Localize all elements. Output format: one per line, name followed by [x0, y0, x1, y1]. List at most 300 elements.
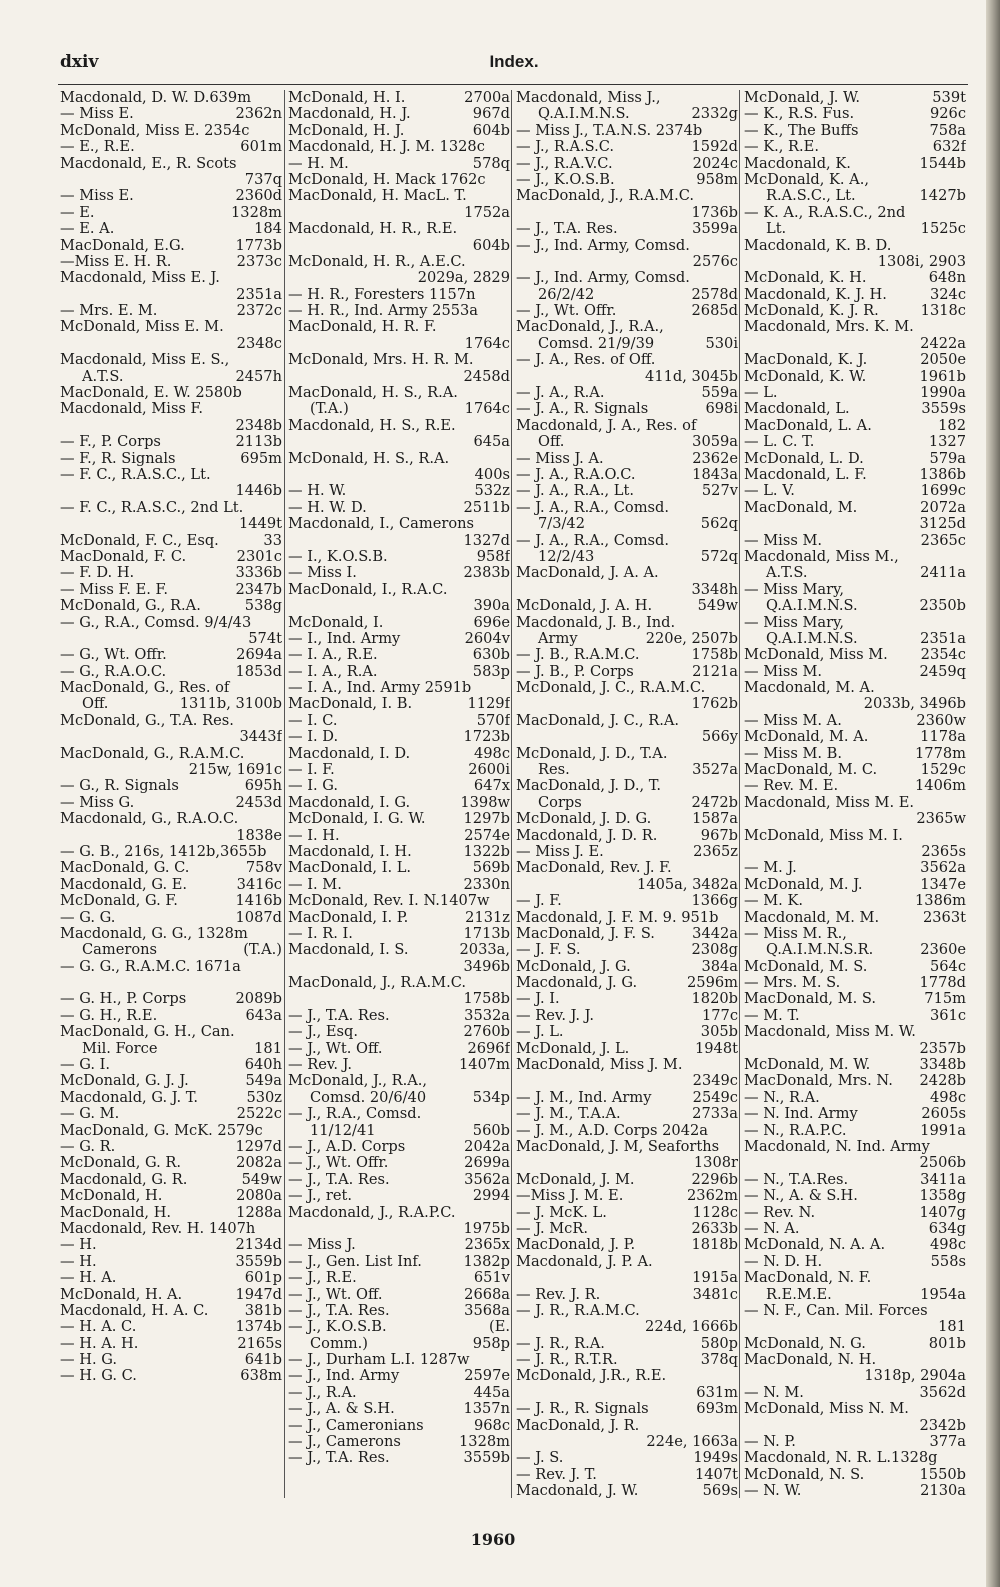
index-entry — [288, 729, 510, 745]
entry-name: Mil. Force — [82, 1040, 158, 1057]
entry-name: — H. A. H. — [60, 1335, 139, 1352]
entry-reference: 2596m — [687, 975, 738, 992]
index-entry — [288, 1319, 510, 1335]
index-entry — [516, 1090, 738, 1106]
index-entry — [744, 516, 966, 532]
index-entry — [516, 1352, 738, 1368]
entry-reference: 801b — [928, 1335, 966, 1352]
entry-reference: 224d, 1666b — [645, 1319, 738, 1336]
entry-name: — K., The Buffs — [744, 122, 859, 139]
entry-reference: 3411a — [920, 1171, 966, 1188]
entry-name: — I. D. — [288, 729, 339, 746]
entry-name: MacDonald, J. R. — [516, 1417, 640, 1434]
entry-reference: 630b — [472, 647, 510, 664]
page-title: Index. — [489, 52, 539, 71]
entry-name: Macdonald, H. A. C. — [60, 1302, 209, 1319]
entry-name: — Miss I. — [288, 565, 357, 582]
entry-name: — H. A. C. — [60, 1319, 137, 1336]
index-entry — [744, 106, 966, 122]
entry-name: — G., R. Signals — [60, 778, 179, 795]
entry-reference: 377a — [929, 1434, 966, 1451]
entry-name: — Miss J. — [288, 1237, 356, 1254]
entry-name: Comm.) — [310, 1335, 368, 1352]
index-entry — [516, 336, 738, 352]
entry-name: MacDonald, G. McK. 2579c — [60, 1122, 263, 1139]
entry-reference: 2354c — [920, 647, 966, 664]
entry-name: MacDonald, J. M, Seaforths — [516, 1139, 720, 1155]
entry-name: — H. — [60, 1253, 97, 1270]
entry-reference: 1820b — [691, 991, 738, 1008]
entry-name: Q.A.I.M.N.S.R. — [766, 942, 874, 959]
index-entry — [744, 1336, 966, 1352]
entry-name: MacDonald, J. D., T. — [516, 778, 662, 795]
entry-name: — Miss J., T.A.N.S. 2374b — [516, 122, 703, 139]
entry-name: McDonald, J. D., T.A. — [516, 745, 668, 762]
index-entry — [744, 844, 966, 860]
entry-reference: 2578d — [691, 286, 738, 303]
index-entry — [288, 959, 510, 975]
index-entry — [516, 1270, 738, 1286]
entry-name: — Miss F. E. F. — [60, 581, 169, 598]
entry-name: Macdonald, Mrs. K. M. — [744, 319, 914, 336]
index-entry — [60, 549, 282, 565]
entry-reference: 1407t — [694, 1466, 738, 1483]
entry-name: — J., Cameronians — [288, 1417, 424, 1434]
entry-name: Macdonald, Miss E. J. — [60, 270, 220, 287]
entry-name: — Miss E. — [60, 188, 134, 205]
entry-reference: 2694a — [236, 647, 282, 664]
index-entry — [516, 1319, 738, 1335]
index-entry — [516, 254, 738, 270]
index-entry — [60, 926, 282, 942]
entry-name: — Rev. J. J. — [516, 1007, 594, 1024]
index-entry — [516, 401, 738, 417]
index-entry — [516, 664, 738, 680]
index-entry — [516, 270, 738, 286]
index-entry — [516, 1237, 738, 1253]
index-entry — [288, 910, 510, 926]
entry-name: Macdonald, H. J. M. 1328c — [288, 139, 485, 156]
entry-reference: 1778d — [919, 975, 966, 992]
entry-name: Macdonald, J. D. R. — [516, 827, 658, 844]
index-entry — [288, 467, 510, 483]
index-entry — [288, 795, 510, 811]
header-rule — [58, 84, 968, 85]
entry-name: — M. T. — [744, 1007, 800, 1024]
index-entry — [60, 1073, 282, 1089]
index-entry — [288, 139, 510, 155]
entry-name: MacDonald, J., R.A.M.C. — [516, 188, 694, 205]
entry-reference: 1318c — [920, 303, 966, 320]
entry-reference: 1961b — [919, 368, 966, 385]
index-entry — [60, 303, 282, 319]
index-entry — [516, 385, 738, 401]
index-entry — [288, 680, 510, 696]
entry-name: — I. A., Ind. Army 2591b — [288, 680, 472, 697]
entry-name: — J., T.A. Res. — [288, 1450, 390, 1467]
entry-name: — N., T.A.Res. — [744, 1171, 849, 1188]
entry-name: McDonald, F. C., Esq. — [60, 532, 219, 549]
index-entry — [516, 828, 738, 844]
entry-reference: 2360e — [920, 942, 966, 959]
entry-reference: 2308g — [691, 942, 738, 959]
index-entry — [516, 1123, 738, 1139]
entry-name: Macdonald, L. — [744, 401, 850, 418]
entry-reference: 2733a — [692, 1106, 738, 1123]
entry-reference: 2348c — [236, 335, 282, 352]
index-entry — [744, 991, 966, 1007]
index-entry — [60, 123, 282, 139]
entry-name: Macdonald, I. S. — [288, 942, 409, 959]
column-divider — [511, 90, 512, 1498]
index-entry — [744, 778, 966, 794]
index-entry — [516, 893, 738, 909]
index-entry — [744, 713, 966, 729]
entry-reference: 695m — [240, 450, 282, 467]
entry-name: McDonald, K. J. R. — [744, 303, 879, 320]
entry-name: MacDonald, Miss J. M. — [516, 1057, 683, 1074]
entry-name: McDonald, G., R.A. — [60, 598, 201, 615]
entry-reference: 2342b — [919, 1417, 966, 1434]
entry-name: MacDonald, H. — [60, 1204, 172, 1221]
entry-name: Macdonald, Miss F. — [60, 401, 204, 418]
entry-reference: 559a — [701, 385, 738, 402]
index-entry — [288, 942, 510, 958]
index-entry — [288, 303, 510, 319]
entry-reference: 182 — [938, 417, 966, 434]
index-entry — [60, 762, 282, 778]
index-entry — [744, 615, 966, 631]
entry-name: Macdonald, Miss J., — [516, 90, 661, 106]
entry-reference: 3125d — [919, 516, 966, 533]
entry-name: McDonald, N. G. — [744, 1335, 866, 1352]
index-entry — [60, 991, 282, 1007]
entry-name: MacDonald, H. R. F. — [288, 319, 437, 336]
entry-reference: 2760b — [463, 1024, 510, 1041]
entry-name: — K., R.E. — [744, 139, 819, 156]
index-entry — [744, 729, 966, 745]
entry-reference: 3481c — [692, 1286, 738, 1303]
entry-name: — I. M. — [288, 876, 342, 893]
entry-reference: 2131z — [465, 909, 510, 926]
index-entry — [288, 647, 510, 663]
entry-name: MacDonald, G., R.A.M.C. — [60, 745, 245, 762]
index-entry — [288, 1205, 510, 1221]
entry-name: McDonald, J. C., R.A.M.C. — [516, 680, 706, 697]
index-entry — [516, 860, 738, 876]
entry-name: — J. R., R.A.M.C. — [516, 1302, 640, 1319]
entry-name: MacDonald, G. C. — [60, 860, 190, 877]
entry-reference: 1446b — [235, 483, 282, 500]
entry-name: — Mrs. M. S. — [744, 975, 841, 992]
entry-reference: 324c — [929, 286, 966, 303]
index-entry — [516, 615, 738, 631]
index-entry — [288, 254, 510, 270]
entry-name: — Rev. J. R. — [516, 1286, 601, 1303]
entry-reference: 1427b — [919, 188, 966, 205]
index-entry — [744, 549, 966, 565]
entry-name: — J., R.A., Comsd. — [288, 1106, 422, 1123]
index-entry — [60, 615, 282, 631]
entry-reference: 2422a — [920, 335, 966, 352]
index-entry — [288, 238, 510, 254]
index-entry — [516, 1221, 738, 1237]
index-entry — [744, 1188, 966, 1204]
entry-reference: 2576c — [692, 253, 738, 270]
entry-reference: 1991a — [920, 1122, 966, 1139]
index-entry — [60, 910, 282, 926]
entry-name: — J. McR. — [516, 1220, 588, 1237]
index-entry — [744, 565, 966, 581]
entry-reference: 958f — [476, 548, 510, 565]
index-entry — [288, 615, 510, 631]
entry-name: McDonald, M. J. — [744, 876, 863, 893]
entry-name: Macdonald, N. R. L.1328g — [744, 1450, 938, 1467]
index-entry — [60, 1172, 282, 1188]
entry-name: — F., P. Corps — [60, 434, 161, 451]
entry-reference: 2459q — [919, 663, 966, 680]
entry-reference: 601m — [240, 139, 282, 156]
entry-name: — J., K.O.S.B. — [516, 171, 615, 188]
entry-name: — Rev. N. — [744, 1204, 816, 1221]
index-entry — [516, 778, 738, 794]
entry-name: — Rev. M. E. — [744, 778, 839, 795]
index-entry — [744, 582, 966, 598]
index-entry — [744, 746, 966, 762]
entry-name: —Miss E. H. R. — [60, 253, 172, 270]
entry-reference: 1129f — [467, 696, 510, 713]
entry-name: — L. — [744, 385, 778, 402]
index-entry — [288, 205, 510, 221]
index-entry — [744, 1172, 966, 1188]
entry-reference: 1322b — [463, 843, 510, 860]
page-number: 1960 — [470, 1530, 516, 1549]
entry-name: 12/2/43 — [538, 548, 595, 565]
entry-reference: 2165s — [237, 1335, 282, 1352]
page-label: dxiv — [60, 52, 99, 72]
index-entry — [60, 1336, 282, 1352]
entry-reference: 1736b — [691, 204, 738, 221]
index-entry — [516, 1254, 738, 1270]
index-entry — [60, 1041, 282, 1057]
entry-reference: 1525c — [920, 221, 966, 238]
index-column-3 — [516, 90, 738, 1502]
entry-name: Macdonald, E., R. Scots — [60, 155, 237, 172]
index-entry — [516, 467, 738, 483]
index-entry — [744, 795, 966, 811]
entry-name: Macdonald, I. H. — [288, 843, 412, 860]
entry-reference: 641b — [244, 1352, 282, 1369]
entry-reference: 3562d — [919, 1384, 966, 1401]
entry-reference: 645a — [473, 434, 510, 451]
entry-name: — Miss M. R., — [744, 925, 847, 942]
index-entry — [60, 828, 282, 844]
entry-reference: 539t — [932, 90, 966, 106]
index-entry — [60, 713, 282, 729]
entry-reference: 1382p — [463, 1253, 510, 1270]
entry-name: — J. A., R.A. — [516, 385, 605, 402]
entry-reference: 33 — [263, 532, 282, 549]
entry-name: — G. G., R.A.M.C. 1671a — [60, 958, 241, 975]
entry-reference: 2411a — [920, 565, 966, 582]
entry-name: — J., R.A.S.C. — [516, 139, 615, 156]
entry-reference: 1990a — [920, 385, 966, 402]
entry-name: Macdonald, H. R., R.E. — [288, 221, 458, 238]
index-entry — [60, 893, 282, 909]
entry-name: McDonald, J. D. G. — [516, 811, 652, 828]
entry-name: — G., R.A., Comsd. 9/4/43 — [60, 614, 252, 631]
index-entry — [744, 205, 966, 221]
entry-reference: 3416c — [236, 876, 282, 893]
entry-reference: 538g — [244, 598, 282, 615]
column-divider — [739, 90, 740, 1498]
column-divider — [284, 90, 285, 1498]
entry-reference: 1699c — [920, 483, 966, 500]
entry-reference: 2365c — [920, 532, 966, 549]
entry-name: MacDonald, K. J. — [744, 352, 868, 369]
index-entry — [288, 1172, 510, 1188]
entry-name: — Miss J. E. — [516, 843, 604, 860]
entry-name: — F. D. H. — [60, 565, 135, 582]
entry-reference: 2453d — [235, 794, 282, 811]
entry-reference: 2357b — [919, 1040, 966, 1057]
entry-reference: 3562a — [920, 860, 966, 877]
entry-reference: 604b — [472, 237, 510, 254]
index-entry — [516, 221, 738, 237]
entry-name: — M. K. — [744, 893, 803, 910]
entry-name: — F. C., R.A.S.C., Lt. — [60, 466, 211, 483]
entry-reference: 1297d — [235, 1139, 282, 1155]
entry-name: Macdonald, K. B. D. — [744, 237, 892, 254]
entry-name: — J. F. S. — [516, 942, 581, 959]
index-entry — [516, 1041, 738, 1057]
index-entry — [744, 1385, 966, 1401]
entry-reference: 2351a — [236, 286, 282, 303]
entry-reference: 1087d — [235, 909, 282, 926]
index-entry — [60, 1188, 282, 1204]
index-entry — [516, 205, 738, 221]
index-entry — [744, 1106, 966, 1122]
index-entry — [744, 1221, 966, 1237]
entry-name: McDonald, Miss M. — [744, 647, 888, 664]
index-entry — [60, 795, 282, 811]
entry-name: — I., K.O.S.B. — [288, 548, 388, 565]
index-entry — [516, 1450, 738, 1466]
entry-reference: 758v — [245, 860, 282, 877]
entry-reference: 566y — [701, 729, 738, 746]
index-entry — [60, 336, 282, 352]
entry-reference: 2600i — [468, 762, 510, 779]
index-entry — [288, 549, 510, 565]
index-entry — [288, 1254, 510, 1270]
entry-name: McDonald, J.R., R.E. — [516, 1368, 667, 1385]
index-entry — [516, 156, 738, 172]
entry-name: MacDonald, E.G. — [60, 237, 185, 254]
entry-name: MacDonald, J. C., R.A. — [516, 712, 680, 729]
entry-name: MacDonald, H. S., R.A. — [288, 385, 458, 402]
index-entry — [288, 1041, 510, 1057]
index-entry — [60, 401, 282, 417]
entry-reference: 3336b — [235, 565, 282, 582]
entry-name: Macdonald, L. F. — [744, 466, 867, 483]
entry-reference: 693m — [696, 1401, 738, 1418]
entry-reference: 2699a — [464, 1155, 510, 1172]
index-entry — [60, 1287, 282, 1303]
entry-reference: 1357n — [463, 1401, 510, 1418]
index-entry — [744, 533, 966, 549]
entry-reference: 1975b — [463, 1220, 510, 1237]
entry-name: R.A.S.C., Lt. — [766, 188, 856, 205]
index-entry — [744, 893, 966, 909]
entry-name: R.E.M.E. — [766, 1286, 832, 1303]
entry-reference: 2134d — [235, 1237, 282, 1254]
index-entry — [60, 500, 282, 516]
entry-reference: 532z — [474, 483, 510, 500]
page-header — [60, 52, 968, 78]
index-entry — [744, 1090, 966, 1106]
index-entry — [744, 1024, 966, 1040]
entry-name: — J., ret. — [288, 1188, 352, 1205]
index-entry — [744, 1483, 966, 1499]
entry-reference: 1128c — [692, 1204, 738, 1221]
entry-name: MacDonald, I., R.A.C. — [288, 581, 448, 598]
entry-reference: 2362e — [692, 450, 738, 467]
entry-name: McDonald, N. S. — [744, 1466, 865, 1483]
entry-reference: 1529c — [920, 762, 966, 779]
entry-name: McDonald, H. — [60, 1188, 163, 1205]
index-entry — [744, 434, 966, 450]
index-entry — [516, 1188, 738, 1204]
entry-reference: 647x — [473, 778, 510, 795]
entry-name: MacDonald, M. S. — [744, 991, 877, 1008]
index-entry — [516, 746, 738, 762]
entry-name: — F., R. Signals — [60, 450, 176, 467]
entry-reference: 498c — [929, 1089, 966, 1106]
entry-reference: 530i — [705, 335, 738, 352]
entry-name: — J., R.A.V.C. — [516, 155, 613, 172]
index-entry — [288, 1008, 510, 1024]
index-entry — [516, 975, 738, 991]
index-entry — [60, 90, 282, 106]
entry-reference: 1773b — [235, 237, 282, 254]
index-entry — [516, 1385, 738, 1401]
entry-reference: 530z — [246, 1089, 282, 1106]
entry-name: — J. R., R. Signals — [516, 1401, 649, 1418]
entry-name: — G., R.A.O.C. — [60, 663, 167, 680]
index-entry — [288, 451, 510, 467]
entry-reference: 2383b — [463, 565, 510, 582]
entry-reference: 3559b — [463, 1450, 510, 1467]
entry-name: Macdonald, Miss E. S., — [60, 352, 230, 369]
index-entry — [288, 1106, 510, 1122]
entry-reference: 2365x — [464, 1237, 510, 1254]
entry-reference: 1406m — [915, 778, 966, 795]
index-entry — [60, 844, 282, 860]
index-entry — [744, 1434, 966, 1450]
entry-reference: 758a — [929, 122, 966, 139]
entry-reference: 2373c — [236, 253, 282, 270]
index-entry — [60, 516, 282, 532]
index-entry — [744, 860, 966, 876]
entry-reference: 1762b — [691, 696, 738, 713]
entry-reference: 1311b, 3100b — [179, 696, 282, 713]
entry-reference: 2332g — [691, 106, 738, 123]
index-entry — [516, 533, 738, 549]
index-column-4 — [744, 90, 966, 1502]
index-entry — [288, 844, 510, 860]
index-entry — [744, 287, 966, 303]
entry-name: — G., Wt. Offr. — [60, 647, 167, 664]
